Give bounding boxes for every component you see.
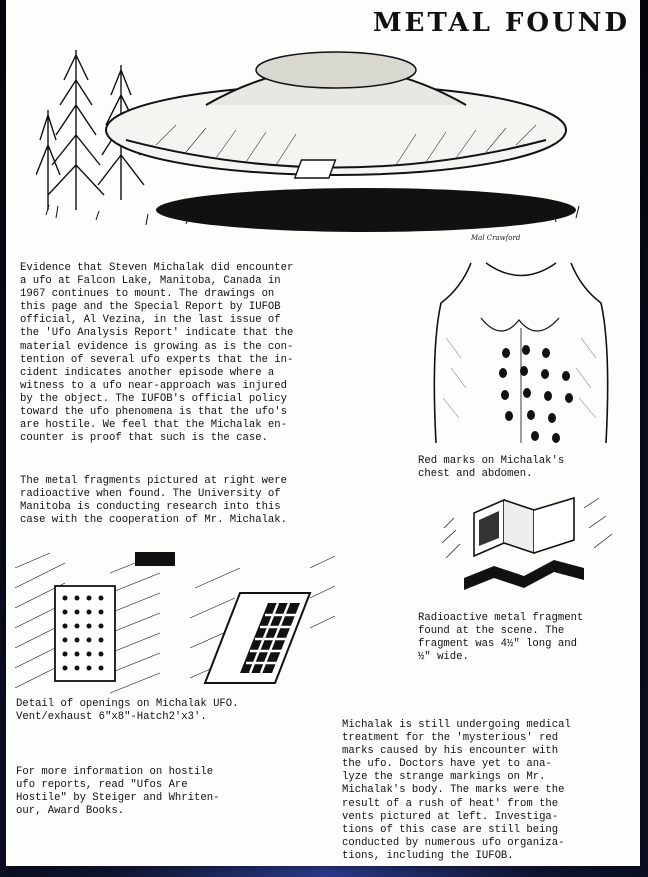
magazine-page — [6, 0, 640, 866]
fragment-caption: Radioactive metal fragment found at the scene. The fragment was 4½" long and ½" wide. — [418, 612, 584, 664]
treatment-paragraph: Michalak is still undergoing medical treatment for the 'mysterious' red marks caused by his encounter with the ufo. Doctors have yet to ana- lyze the strange markings on Mr. Michalak's body. The marks were the result of a rush of heat' from the vents pictured at left. Investiga- tions of this case are still being conducted by numerous ufo organiza- tions, including the IUFOB. — [342, 719, 571, 862]
metal-fragments-paragraph: The metal fragments pictured at right were radioactive when found. The University of Manitoba is conducting research into this case with the cooperation of Mr. Michalak. — [20, 475, 288, 527]
red-marks-dots — [499, 345, 573, 443]
ufo-illustration — [36, 10, 596, 245]
chest-illustration — [431, 258, 611, 448]
artist-signature: Mal Crawford — [471, 234, 521, 242]
more-info-paragraph: For more information on hostile ufo reports, read "Ufos Are Hostile" by Steiger and Whriten- our, Award Books. — [16, 766, 220, 818]
page-title: METAL FOUND — [372, 8, 630, 38]
saucer-drawing — [106, 52, 566, 178]
intro-paragraph: Evidence that Steven Michalak did encounter a ufo at Falcon Lake, Manitoba, Canada in 1967 continues to mount. The drawings on this page and the Special Report by IUFOB official, Al Vezina, in the last issue of the 'Ufo Analysis Report' indicate that the material evidence is growing as is the con- tention of several ufo experts that the in- cident indicates another episode where a witness to a ufo near-approach was injured by the object. The IUFOB's official policy toward the ufo phenomena is that the ufo's are hostile. We feel that the Michalak en- counter is proof that such is the case. — [20, 262, 294, 445]
chest-caption: Red marks on Michalak's chest and abdomen. — [418, 455, 565, 481]
openings-illustration — [10, 548, 340, 698]
ground-shadow — [156, 188, 576, 232]
openings-caption: Detail of openings on Michalak UFO. Vent/exhaust 6"x8"-Hatch2'x3'. — [16, 698, 239, 724]
fragment-illustration — [434, 488, 619, 603]
